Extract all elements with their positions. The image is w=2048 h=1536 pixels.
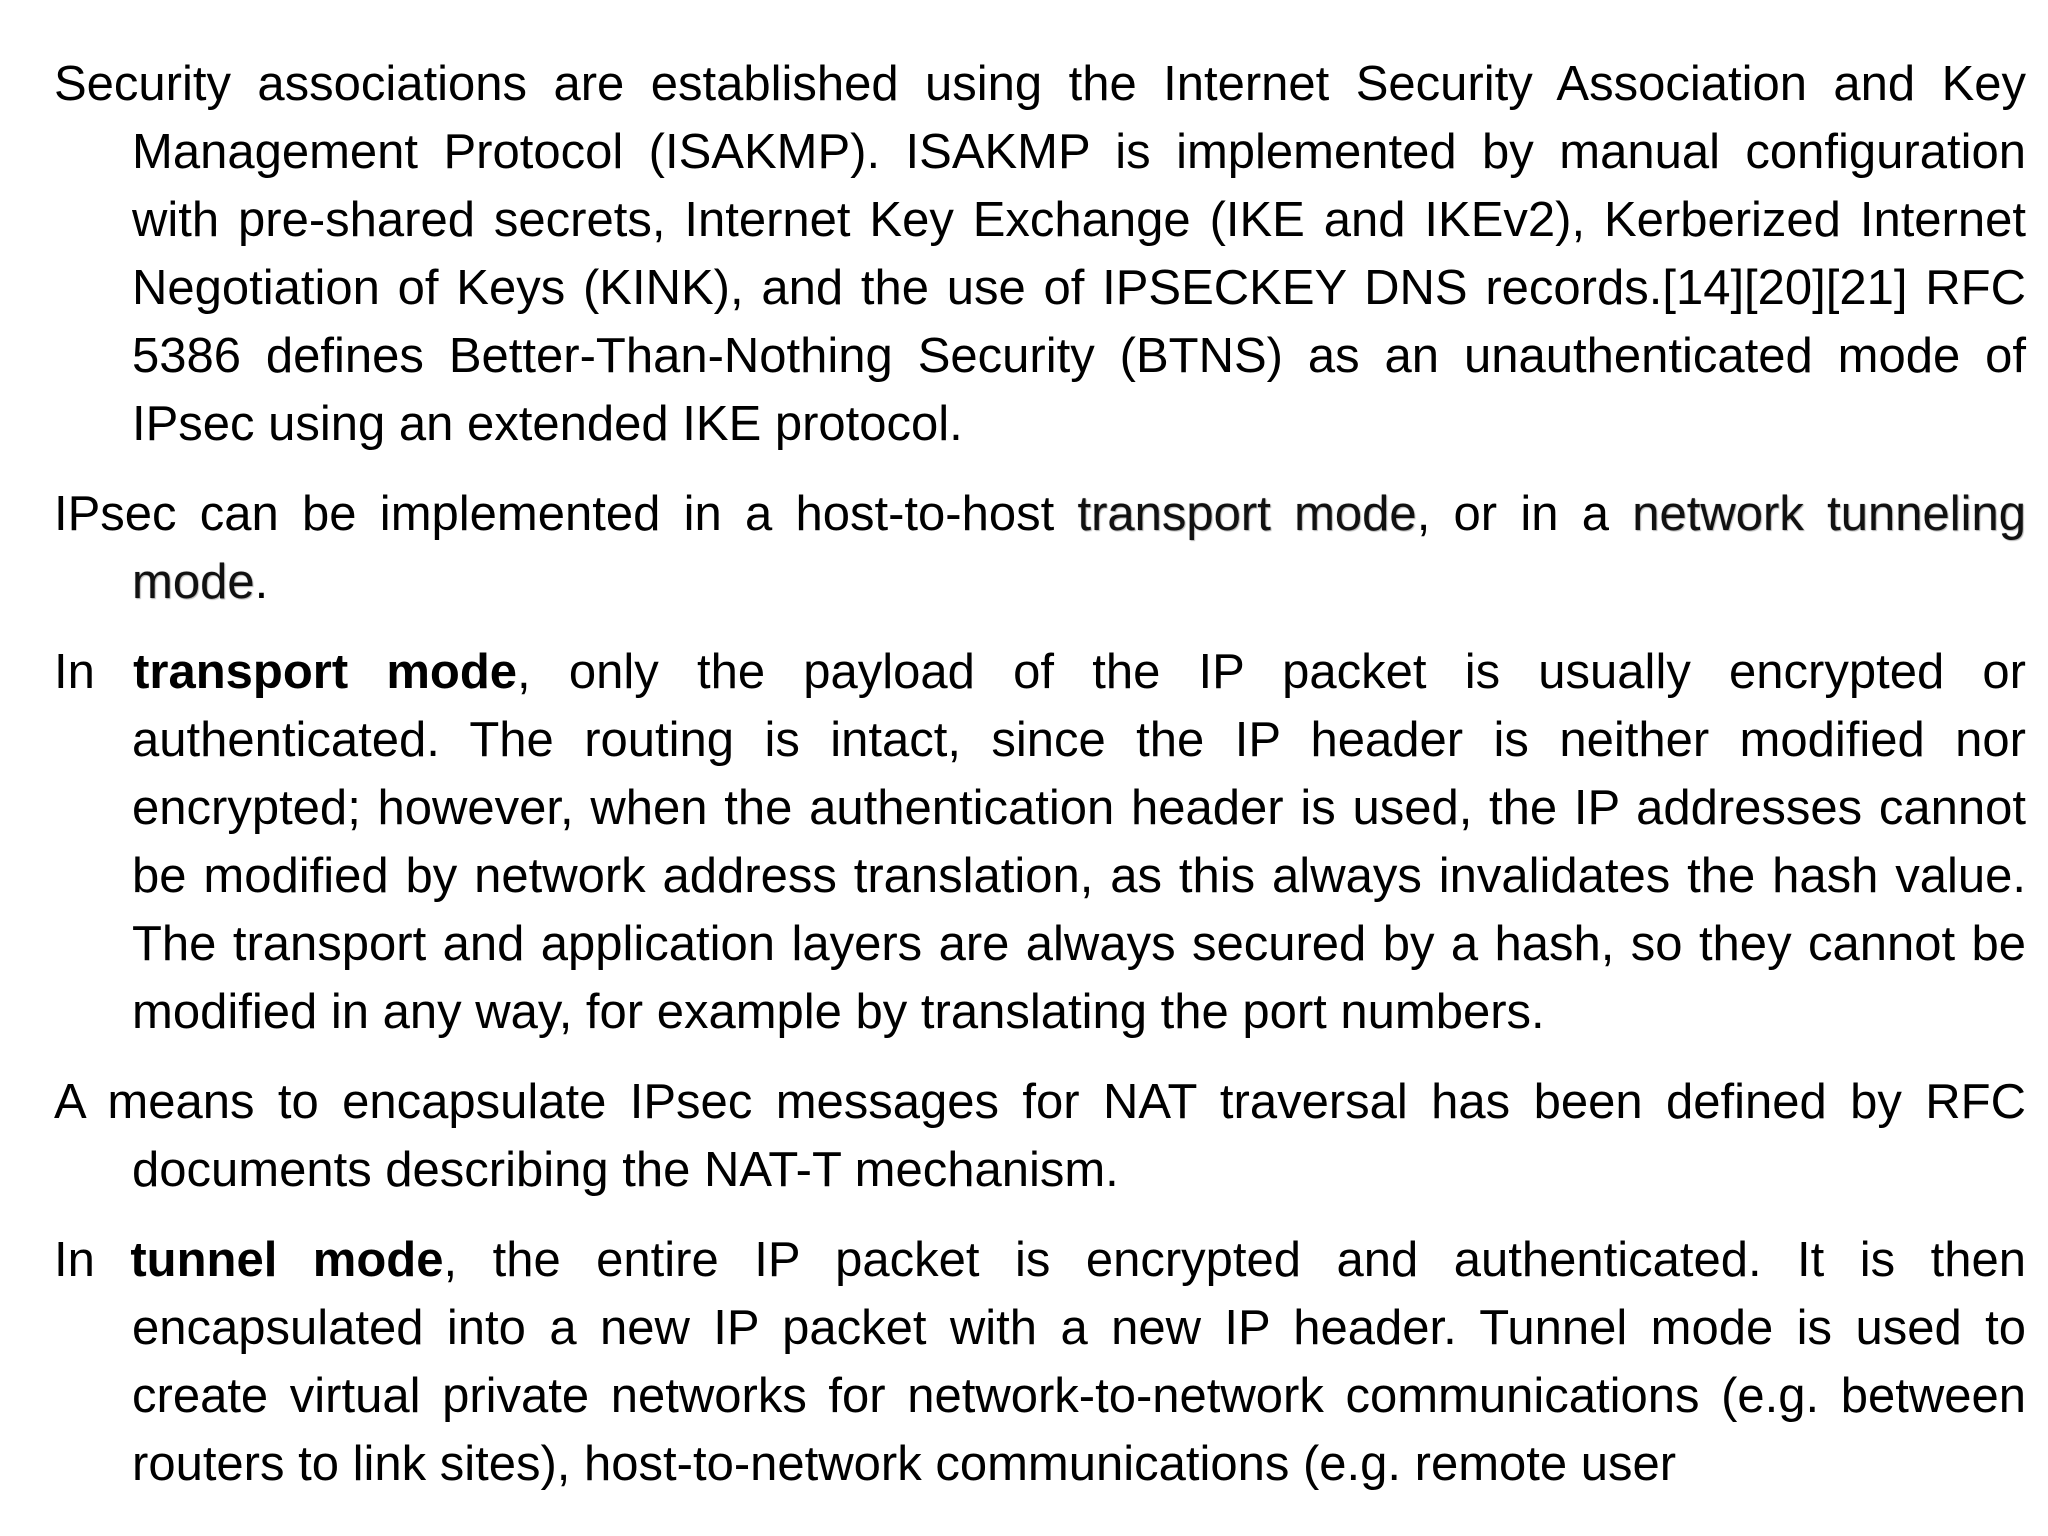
transport-mode-link[interactable]: transport mode	[1077, 487, 1417, 541]
paragraph-text: , only the payload of the IP packet is usually encrypted or authenticated. The routing is intact, since the IP header is neither modified nor encrypted; however, when the authentication header is used, the IP addresses cannot be modified by network address translation, as this always invalidates the hash value. The transport and application layers are always secured by a hash, so they cannot be modified in any way, for example by translating the port numbers.	[132, 645, 2026, 1039]
paragraph-nat-traversal	[54, 1068, 2026, 1204]
paragraph-end: .	[254, 555, 269, 609]
paragraph-mid: , or in a	[1416, 487, 1633, 541]
term-transport-mode: transport mode	[133, 645, 518, 699]
paragraph-lead: In	[54, 645, 134, 699]
term-tunnel-mode: tunnel mode	[130, 1233, 444, 1287]
paragraph-transport-mode	[54, 638, 2026, 1046]
paragraph-lead: IPsec can be implemented in a host-to-host	[54, 487, 1078, 541]
document-body	[54, 50, 2026, 1520]
paragraph-text: , the entire IP packet is encrypted and authenticated. It is then encapsulated into a new IP packet with a new IP header. Tunnel mode is used to create virtual private networks for network-to-network communications (e.g. between routers to link sites), host-to-network communications (e.g. remote user	[132, 1233, 2026, 1491]
network-tunneling-mode-link[interactable]: network tunneling mode	[132, 487, 2027, 609]
paragraph-text: Security associations are established using the Internet Security Association and Key Management Protocol (ISAKMP). ISAKMP is implemented by manual configuration with pre-shared secrets, Internet Key Exchange (IKE and IKEv2), Kerberized Internet Negotiation of Keys (KINK), and the use of IPSECKEY DNS records.[14][20][21] RFC 5386 defines Better-Than-Nothing Security (BTNS) as an unauthenticated mode of IPsec using an extended IKE protocol.	[54, 57, 2026, 451]
paragraph-tunnel-mode	[54, 1226, 2026, 1498]
paragraph-text: A means to encapsulate IPsec messages for NAT traversal has been defined by RFC documents describing the NAT-T mechanism.	[54, 1075, 2026, 1197]
paragraph-lead: In	[54, 1233, 131, 1287]
paragraph-isakmp	[54, 50, 2026, 458]
paragraph-modes	[54, 480, 2026, 616]
